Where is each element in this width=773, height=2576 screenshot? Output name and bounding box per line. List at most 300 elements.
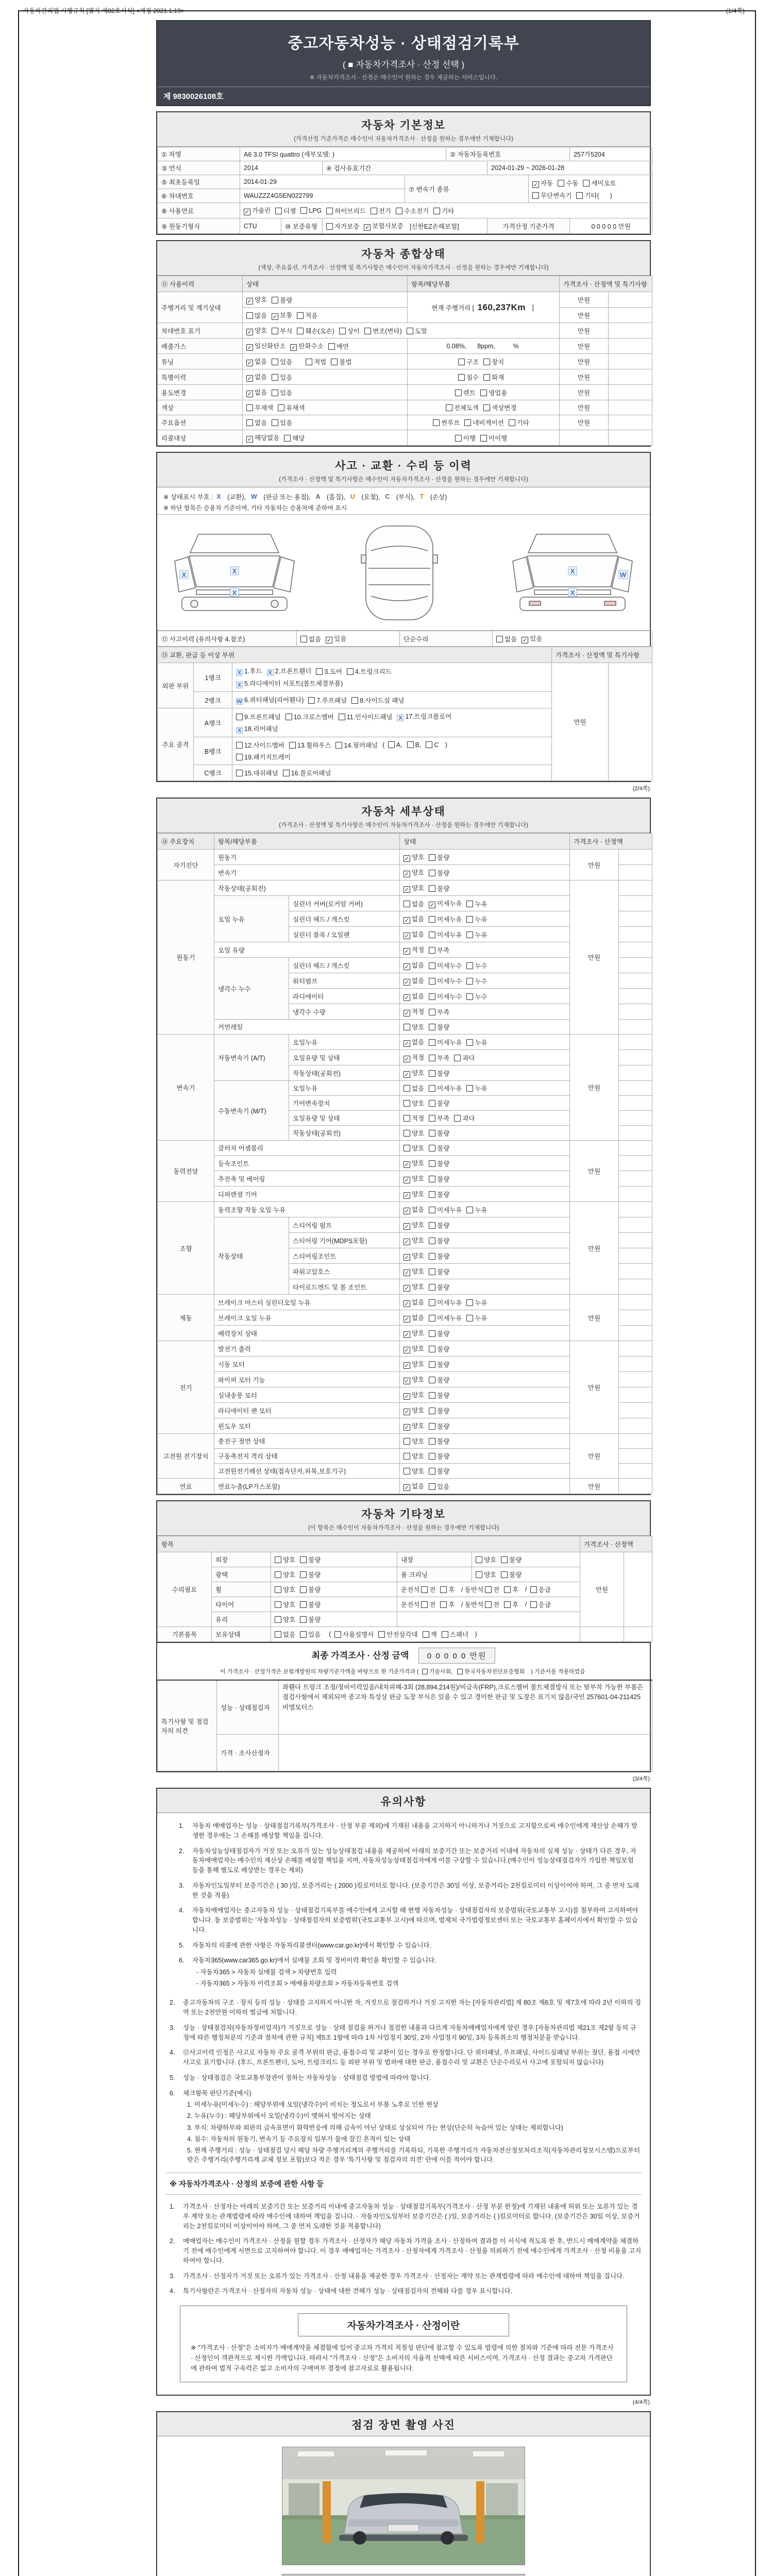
checkbox[interactable] — [404, 1115, 410, 1122]
checkbox[interactable] — [404, 1100, 410, 1107]
checkbox[interactable] — [454, 1055, 461, 1061]
part-item-label: 파워고압호스 — [289, 1264, 400, 1279]
checkbox[interactable] — [396, 208, 402, 214]
checkbox[interactable] — [347, 668, 354, 675]
option-label: 많음 — [255, 312, 267, 319]
checkbox[interactable] — [466, 1207, 473, 1213]
option-token — [429, 1069, 449, 1078]
note-cell — [619, 1434, 652, 1449]
row-label: 휠 — [212, 1582, 271, 1597]
checkbox[interactable] — [246, 360, 253, 366]
checkbox[interactable] — [275, 1601, 281, 1608]
checkbox[interactable] — [429, 1085, 435, 1092]
checkbox[interactable] — [429, 870, 435, 876]
checkbox[interactable] — [306, 359, 312, 365]
checkbox[interactable] — [397, 715, 404, 721]
checkbox[interactable] — [504, 1601, 511, 1608]
checkbox[interactable] — [429, 1468, 435, 1475]
option-token — [466, 930, 487, 939]
notice-number: 2. — [179, 1847, 184, 1855]
checkbox[interactable] — [289, 742, 296, 749]
option-token — [404, 1282, 424, 1292]
checkbox[interactable] — [421, 1601, 428, 1608]
checkbox[interactable] — [272, 389, 278, 396]
checkbox[interactable] — [466, 1085, 473, 1092]
checkbox[interactable] — [429, 962, 435, 969]
option-label: 불량 — [437, 1100, 450, 1107]
checkbox[interactable] — [404, 1468, 410, 1475]
checkbox[interactable] — [404, 1254, 410, 1261]
checkbox[interactable] — [429, 854, 435, 861]
detail-subtitle: (가격조사 · 산정액 및 특기사항은 매수인이 자동차가격조사 · 산정을 원하는 경우에만 기재합니다) — [279, 822, 528, 828]
option-token — [501, 1555, 522, 1564]
checkbox[interactable] — [429, 1070, 435, 1077]
checkbox[interactable] — [422, 1669, 428, 1674]
checkbox[interactable] — [483, 404, 490, 411]
checkbox[interactable] — [275, 208, 282, 214]
checkbox[interactable] — [429, 916, 435, 923]
checkbox[interactable] — [236, 714, 243, 720]
checkbox[interactable] — [334, 1631, 341, 1638]
checkbox[interactable] — [496, 636, 503, 642]
option-label: 스패너 — [449, 1631, 468, 1638]
option-label: 응급 — [538, 1601, 551, 1608]
checkbox[interactable] — [429, 1299, 435, 1306]
checkbox[interactable] — [236, 754, 243, 760]
checkbox[interactable] — [236, 770, 243, 776]
checkbox[interactable] — [522, 637, 528, 643]
option-token — [442, 1630, 468, 1639]
note-cell — [619, 1449, 652, 1464]
checkbox[interactable] — [532, 192, 539, 199]
checkbox[interactable] — [404, 1484, 410, 1491]
option-label: 세미오토 — [591, 180, 616, 187]
rank-rows — [158, 663, 652, 781]
checkbox[interactable] — [404, 1393, 410, 1400]
checkbox[interactable] — [404, 1378, 410, 1384]
option-label: 5.라디에이터 서포트(볼트체결부품) — [244, 680, 343, 687]
checkbox[interactable] — [246, 375, 253, 382]
checkbox[interactable] — [335, 742, 342, 749]
checkbox[interactable] — [404, 1453, 410, 1460]
checkbox[interactable] — [300, 1556, 307, 1563]
option-token — [236, 740, 284, 750]
checkbox[interactable] — [429, 1315, 435, 1321]
checkbox[interactable] — [404, 1223, 410, 1230]
note-cell — [619, 1187, 652, 1202]
option-label: 없음 — [255, 358, 267, 365]
option-token — [316, 667, 342, 676]
checkbox[interactable] — [404, 979, 410, 986]
checkbox[interactable] — [429, 1483, 435, 1490]
checkbox[interactable] — [476, 1556, 482, 1563]
checkbox[interactable] — [404, 1192, 410, 1199]
note-cell — [619, 1326, 652, 1341]
checkbox[interactable] — [283, 770, 290, 776]
option-token — [464, 418, 503, 427]
checkbox[interactable] — [429, 1346, 435, 1352]
checkbox[interactable] — [300, 1586, 307, 1593]
checkbox[interactable] — [429, 1253, 435, 1260]
checkbox[interactable] — [454, 1115, 461, 1122]
checkbox[interactable] — [429, 1377, 435, 1383]
legend-label: A — [315, 493, 321, 500]
checkbox[interactable] — [583, 180, 590, 187]
option-token — [404, 852, 424, 862]
checkbox[interactable] — [485, 1586, 492, 1593]
checkbox[interactable] — [429, 1055, 435, 1061]
checkbox[interactable] — [404, 1040, 410, 1047]
checkbox[interactable] — [429, 1453, 435, 1460]
checkbox[interactable] — [404, 1285, 410, 1292]
option-token — [334, 1630, 374, 1639]
checkbox[interactable] — [404, 1269, 410, 1276]
checkbox[interactable] — [246, 329, 253, 335]
checkbox[interactable] — [404, 1409, 410, 1415]
checkbox[interactable] — [351, 697, 358, 704]
checkbox[interactable] — [404, 1438, 410, 1445]
notice-item — [165, 2272, 642, 2281]
option-label: 160,237Km — [477, 302, 526, 312]
part-item-label: 오일누유 — [289, 1035, 400, 1050]
checkbox[interactable] — [429, 1130, 435, 1137]
checkbox[interactable] — [466, 931, 473, 938]
option-token — [347, 667, 392, 676]
checkbox[interactable] — [466, 1299, 473, 1306]
checkbox[interactable] — [236, 698, 243, 705]
checkbox[interactable] — [429, 1238, 435, 1244]
checkbox[interactable] — [501, 1556, 508, 1563]
checkbox[interactable] — [446, 404, 452, 411]
option-token — [485, 1600, 499, 1609]
option-label: 양호 — [412, 1130, 425, 1137]
checkbox[interactable] — [433, 419, 440, 426]
checkbox[interactable] — [501, 1571, 508, 1578]
notice-subitems — [192, 1968, 642, 1988]
checkbox[interactable] — [378, 1631, 385, 1638]
checkbox[interactable] — [272, 297, 278, 303]
checkbox[interactable] — [404, 1331, 410, 1338]
option-token — [300, 1585, 321, 1594]
checkbox[interactable] — [429, 993, 435, 1000]
checkbox[interactable] — [246, 298, 253, 304]
notice-item — [165, 1821, 642, 1841]
checkbox[interactable] — [530, 1586, 537, 1593]
checkbox[interactable] — [429, 1423, 435, 1430]
checkbox[interactable] — [371, 208, 377, 214]
checkbox[interactable] — [297, 328, 304, 334]
checkbox[interactable] — [426, 741, 432, 748]
checkbox[interactable] — [483, 359, 490, 365]
checkbox[interactable] — [429, 978, 435, 985]
checkbox[interactable] — [509, 419, 515, 426]
checkbox[interactable] — [429, 1392, 435, 1399]
checkbox[interactable] — [466, 1039, 473, 1046]
price-cell: 만원 — [560, 354, 609, 369]
wheel-position-options — [397, 1582, 580, 1597]
checkbox[interactable] — [404, 1161, 410, 1168]
checkbox[interactable] — [275, 1586, 281, 1593]
checkbox[interactable] — [429, 947, 435, 954]
checkbox[interactable] — [429, 1361, 435, 1368]
checkbox[interactable] — [272, 374, 278, 381]
checkbox[interactable] — [404, 1300, 410, 1307]
checkbox[interactable] — [458, 359, 465, 365]
checkbox[interactable] — [483, 374, 490, 381]
checkbox[interactable] — [246, 344, 253, 351]
checkbox[interactable] — [404, 963, 410, 970]
option-token — [429, 1174, 449, 1183]
status-cell — [400, 1248, 570, 1264]
checkbox[interactable] — [532, 181, 539, 188]
option-label: 한국자동차진단보증협회 — [464, 1669, 525, 1675]
checkbox[interactable] — [404, 1208, 410, 1214]
checkbox[interactable] — [297, 312, 304, 319]
checkbox[interactable] — [476, 1571, 482, 1578]
option-label: 기타 — [516, 419, 529, 427]
checkbox[interactable] — [485, 1601, 492, 1608]
checkbox[interactable] — [404, 948, 410, 955]
option-label: 수동 — [566, 180, 579, 187]
checkbox[interactable] — [316, 668, 323, 675]
legend-token — [262, 492, 314, 501]
checkbox[interactable] — [404, 1316, 410, 1323]
option-label: [신한EZ손해보험] — [408, 223, 459, 230]
checkbox[interactable] — [275, 1616, 281, 1623]
option-token — [246, 387, 267, 397]
checkbox[interactable] — [480, 435, 487, 442]
checkbox[interactable] — [275, 1631, 281, 1638]
checkbox[interactable] — [504, 1586, 511, 1593]
checkbox[interactable] — [404, 917, 410, 924]
vin-value: WAUZZZ4G5EN022799 — [240, 189, 405, 203]
option-token — [483, 403, 516, 412]
price-cell: 만원 — [560, 385, 609, 400]
checkbox[interactable] — [429, 1438, 435, 1445]
checkbox[interactable] — [284, 435, 291, 442]
checkbox[interactable] — [364, 224, 371, 231]
checkbox[interactable] — [455, 389, 462, 396]
checkbox[interactable] — [429, 1145, 435, 1151]
checkbox[interactable] — [429, 1408, 435, 1414]
checkbox[interactable] — [388, 741, 395, 748]
checkbox[interactable] — [429, 1176, 435, 1182]
checkbox[interactable] — [429, 1009, 435, 1015]
checkbox[interactable] — [576, 192, 583, 199]
checkbox[interactable] — [429, 1222, 435, 1229]
checkbox[interactable] — [300, 636, 307, 642]
notice-subitems — [183, 2100, 642, 2164]
checkbox[interactable] — [423, 1631, 429, 1638]
option-label: 무채색 — [255, 404, 274, 412]
checkbox[interactable] — [429, 1160, 435, 1167]
checkbox[interactable] — [404, 1177, 410, 1183]
note-cell — [619, 1050, 652, 1065]
checkbox[interactable] — [404, 1239, 410, 1245]
checkbox[interactable] — [326, 223, 333, 230]
checkbox[interactable] — [404, 933, 410, 939]
checkbox[interactable] — [300, 207, 307, 214]
checkbox[interactable] — [290, 344, 297, 351]
checkbox[interactable] — [429, 1191, 435, 1198]
checkbox[interactable] — [300, 1616, 307, 1623]
checkbox[interactable] — [407, 328, 413, 334]
option-token — [458, 372, 479, 382]
checkbox[interactable] — [246, 391, 253, 397]
checkbox[interactable] — [275, 1556, 281, 1563]
checkbox[interactable] — [429, 1207, 435, 1213]
checkbox[interactable] — [466, 916, 473, 923]
legend-token — [420, 493, 424, 500]
note-cell — [619, 1004, 652, 1020]
option-token — [530, 1600, 551, 1609]
photos-title: 점검 장면 촬영 사진 — [351, 2419, 456, 2431]
option-label: 15.대쉬패널 — [244, 770, 278, 777]
checkbox[interactable] — [404, 1424, 410, 1431]
checkbox[interactable] — [339, 328, 346, 334]
checkbox[interactable] — [429, 1284, 435, 1291]
option-token — [504, 1600, 518, 1609]
mark-trunk-floor: X — [570, 567, 575, 575]
checkbox[interactable] — [455, 435, 462, 442]
checkbox[interactable] — [429, 902, 435, 908]
checkbox[interactable] — [328, 343, 335, 350]
option-token — [457, 1667, 525, 1675]
checkbox[interactable] — [308, 697, 315, 704]
option-label: 11.인사이드패널 — [346, 713, 393, 721]
checkbox[interactable] — [466, 978, 473, 985]
status-cell — [400, 927, 570, 942]
checkbox[interactable] — [339, 714, 345, 720]
checkbox[interactable] — [440, 1586, 447, 1593]
checkbox[interactable] — [236, 669, 243, 676]
infobox-title: 자동차가격조사 · 산정이란 — [298, 2313, 509, 2336]
status-cell — [243, 400, 408, 415]
checkbox[interactable] — [440, 1601, 447, 1608]
checkbox[interactable] — [458, 374, 465, 381]
checkbox[interactable] — [429, 885, 435, 892]
checkbox[interactable] — [246, 404, 253, 411]
checkbox[interactable] — [236, 682, 243, 688]
notice-subitem: 3. 부식: 차량하부와 외판의 금속표면이 화학반응에 의해 금속이 아닌 상태로 상실되어 가는 현상(단순히 녹슬어 있는 상태는 제외합니다) — [187, 2124, 563, 2131]
checkbox[interactable] — [407, 741, 414, 748]
checkbox[interactable] — [530, 1601, 537, 1608]
checkbox[interactable] — [272, 419, 278, 426]
checkbox[interactable] — [236, 742, 243, 749]
checkbox[interactable] — [246, 419, 253, 426]
checkbox[interactable] — [404, 1085, 410, 1092]
remarks-side-label: 특기사항 및 점검자의 의견 — [158, 1680, 217, 1771]
checkbox[interactable] — [404, 1024, 410, 1030]
checkbox[interactable] — [429, 1100, 435, 1107]
checkbox[interactable] — [272, 313, 278, 320]
checkbox[interactable] — [429, 1039, 435, 1046]
checkbox[interactable] — [442, 1631, 448, 1638]
option-label: 탄화수소 — [298, 343, 324, 350]
checkbox[interactable] — [404, 1145, 410, 1151]
checkbox[interactable] — [300, 1601, 307, 1608]
checkbox[interactable] — [300, 1571, 307, 1578]
option-label: 미세누유 — [437, 1039, 462, 1046]
price-cell: 만원 — [570, 1202, 619, 1295]
checkbox[interactable] — [404, 1130, 410, 1137]
option-label: 양호 — [412, 1252, 425, 1260]
checkbox[interactable] — [466, 901, 473, 907]
checkbox[interactable] — [466, 993, 473, 1000]
checkbox[interactable] — [404, 901, 410, 907]
checkbox[interactable] — [404, 1056, 410, 1062]
transmission-options — [529, 175, 652, 203]
checkbox[interactable] — [285, 714, 292, 720]
checkbox[interactable] — [404, 1362, 410, 1369]
checkbox[interactable] — [480, 389, 487, 396]
checkbox[interactable] — [429, 1268, 435, 1275]
checkbox[interactable] — [246, 436, 253, 443]
price-cell: 만원 — [570, 1434, 619, 1479]
checkbox[interactable] — [404, 1071, 410, 1078]
checkbox[interactable] — [429, 1330, 435, 1337]
checkbox[interactable] — [466, 1315, 473, 1321]
checkbox[interactable] — [404, 1010, 410, 1016]
checkbox[interactable] — [272, 359, 278, 365]
checkbox[interactable] — [236, 727, 243, 734]
option-token — [446, 343, 518, 350]
checkbox[interactable] — [466, 962, 473, 969]
checkbox[interactable] — [331, 359, 338, 365]
checkbox[interactable] — [404, 871, 410, 877]
option-token — [429, 1128, 449, 1138]
checkbox[interactable] — [278, 404, 284, 411]
checkbox[interactable] — [364, 328, 371, 334]
note-cell — [619, 896, 652, 911]
checkbox[interactable] — [326, 637, 332, 643]
checkbox[interactable] — [433, 208, 440, 214]
checkbox[interactable] — [558, 180, 564, 187]
option-label: 보통 — [280, 312, 293, 319]
checkbox[interactable] — [272, 328, 278, 334]
checkbox[interactable] — [246, 312, 253, 319]
checkbox[interactable] — [275, 1571, 281, 1578]
checkbox[interactable] — [404, 1347, 410, 1353]
note-cell — [619, 1141, 652, 1156]
inspection-photo-rear — [282, 2574, 525, 2576]
checkbox[interactable] — [404, 855, 410, 862]
checkbox[interactable] — [326, 208, 333, 214]
checkbox[interactable] — [404, 886, 410, 893]
checkbox[interactable] — [267, 669, 274, 676]
option-label: 잭 — [430, 1631, 437, 1638]
status-cell — [400, 850, 570, 865]
checkbox[interactable] — [404, 994, 410, 1001]
option-token — [404, 1451, 424, 1461]
option-token — [404, 1466, 424, 1476]
checkbox[interactable] — [457, 1669, 463, 1674]
legend-token — [226, 492, 249, 501]
option-token — [429, 1421, 449, 1431]
checkbox[interactable] — [429, 931, 435, 938]
option-label: ) — [473, 1631, 477, 1638]
option-label: 있음 — [280, 419, 293, 427]
checkbox[interactable] — [464, 419, 471, 426]
checkbox[interactable] — [300, 1631, 307, 1638]
option-label: 불량 — [437, 1392, 450, 1399]
note-cell — [619, 958, 652, 973]
option-label: 미세누유 — [437, 1085, 462, 1092]
checkbox[interactable] — [244, 209, 250, 215]
checkbox[interactable] — [421, 1586, 428, 1593]
checkbox[interactable] — [429, 1024, 435, 1030]
checkbox[interactable] — [429, 1115, 435, 1122]
